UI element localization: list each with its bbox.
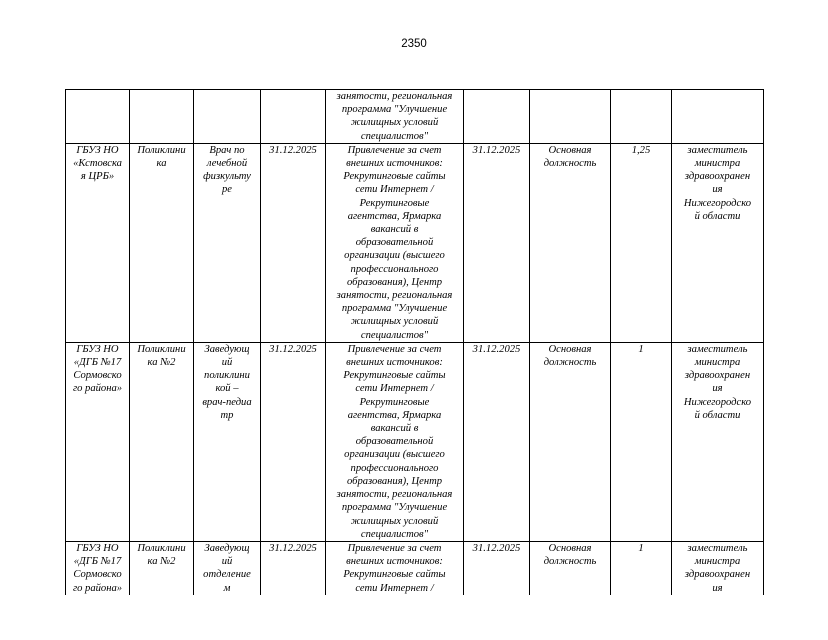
- unit-cell-text: Поликлини ка: [137, 144, 186, 170]
- measures-cell-text: Привлечение за счет внешних источников: Рекрутинговые сайты сети Интернет /: [343, 542, 446, 594]
- table-row: [66, 90, 764, 144]
- rate-cell-text: 1,25: [631, 144, 651, 156]
- post-type-cell-text: Основная должность: [543, 144, 597, 170]
- position-cell: [194, 342, 261, 541]
- deadline-cell: [261, 143, 326, 342]
- measures-cell-text: Привлечение за счет внешних источников: Рекрутинговые сайты сети Интернет / Рекрутинговые агентства, Ярмарка вакансий в образовательной организации (высшего профессионального образования), Центр занятости, региональная программа "Улучшение жилищных условий специалистов": [336, 144, 453, 341]
- position-cell: [194, 90, 261, 144]
- deadline-cell-text: 31.12.2025: [269, 343, 317, 355]
- organization-cell: [66, 143, 130, 342]
- measures-cell: [326, 541, 464, 594]
- date-cell: [464, 143, 530, 342]
- responsible-cell: [672, 342, 764, 541]
- deadline-cell: [261, 541, 326, 594]
- measures-cell-text: занятости, региональная программа "Улучшение жилищных условий специалистов": [336, 91, 453, 142]
- organization-cell: [66, 342, 130, 541]
- position-cell-text: Врач по лечебной физкульту ре: [203, 144, 251, 196]
- date-cell: [464, 342, 530, 541]
- post-type-cell: [530, 90, 611, 144]
- unit-cell-text: Поликлини ка №2: [137, 343, 186, 369]
- unit-cell: [130, 541, 194, 594]
- rate-cell-text: 1: [638, 542, 644, 554]
- date-cell: [464, 90, 530, 144]
- vacancy-table: [65, 89, 764, 595]
- deadline-cell-text: 31.12.2025: [269, 144, 317, 156]
- deadline-cell: [261, 342, 326, 541]
- responsible-cell: [672, 90, 764, 144]
- rate-cell-text: 1: [638, 343, 644, 355]
- date-cell-text: 31.12.2025: [472, 542, 521, 554]
- post-type-cell: [530, 541, 611, 594]
- responsible-cell: [672, 143, 764, 342]
- measures-cell: [326, 342, 464, 541]
- rate-cell: [611, 90, 672, 144]
- organization-cell: [66, 541, 130, 594]
- rate-cell: [611, 143, 672, 342]
- post-type-cell-text: Основная должность: [543, 343, 597, 369]
- position-cell: [194, 541, 261, 594]
- responsible-cell-text: заместитель министра здравоохранен ия Нижегородско й области: [683, 343, 752, 421]
- unit-cell-text: Поликлини ка №2: [137, 542, 186, 568]
- deadline-cell: [261, 90, 326, 144]
- unit-cell: [130, 143, 194, 342]
- organization-cell: [66, 90, 130, 144]
- measures-cell-text: Привлечение за счет внешних источников: Рекрутинговые сайты сети Интернет / Рекрутинговые агентства, Ярмарка вакансий в образовательной организации (высшего профессионального образования), Центр занятости, региональная программа "Улучшение жилищных условий специалистов": [336, 343, 453, 540]
- post-type-cell: [530, 342, 611, 541]
- position-cell-text: Заведующ ий поликлини кой – врач-педиа тр: [202, 343, 252, 421]
- organization-cell-text: ГБУЗ НО «ДГБ №17 Сормовско го района»: [72, 542, 123, 594]
- page-number: 2350: [401, 38, 427, 50]
- rate-cell: [611, 342, 672, 541]
- position-cell: [194, 143, 261, 342]
- responsible-cell: [672, 541, 764, 594]
- responsible-cell-text: заместитель министра здравоохранен ия: [684, 542, 751, 594]
- table-row: [66, 342, 764, 541]
- responsible-cell-text: заместитель министра здравоохранен ия Нижегородско й области: [683, 144, 752, 222]
- measures-cell: [326, 90, 464, 144]
- organization-cell-text: ГБУЗ НО «ДГБ №17 Сормовско го района»: [72, 343, 123, 395]
- table-row: [66, 541, 764, 594]
- unit-cell: [130, 90, 194, 144]
- unit-cell: [130, 342, 194, 541]
- date-cell: [464, 541, 530, 594]
- post-type-cell-text: Основная должность: [543, 542, 597, 568]
- organization-cell-text: ГБУЗ НО «Кстовска я ЦРБ»: [73, 144, 122, 183]
- deadline-cell-text: 31.12.2025: [269, 542, 317, 554]
- table-row: [66, 143, 764, 342]
- post-type-cell: [530, 143, 611, 342]
- date-cell-text: 31.12.2025: [472, 343, 521, 355]
- measures-cell: [326, 143, 464, 342]
- position-cell-text: Заведующ ий отделение м: [203, 542, 251, 594]
- date-cell-text: 31.12.2025: [472, 144, 521, 156]
- rate-cell: [611, 541, 672, 594]
